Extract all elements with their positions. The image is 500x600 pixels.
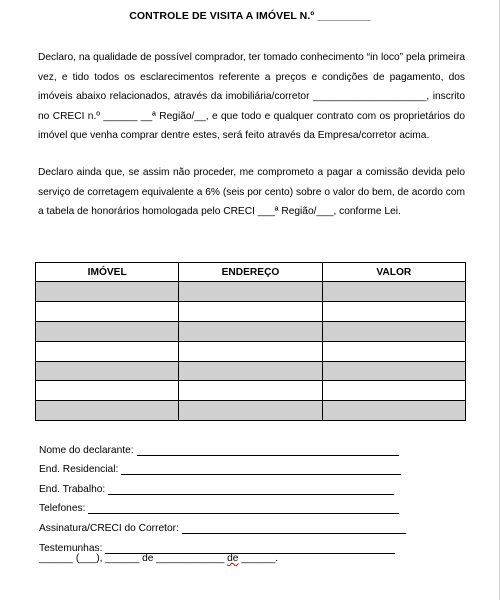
field-label-testemunhas: Testemunhas:: [39, 542, 103, 554]
field-line-end-residencial[interactable]: [121, 464, 401, 475]
column-header-imovel: IMÓVEL: [36, 263, 179, 282]
table-cell[interactable]: [322, 361, 465, 381]
declarant-fields: [39, 436, 419, 554]
table-row: [36, 341, 466, 361]
table-row: [36, 301, 466, 321]
table-cell[interactable]: [179, 361, 322, 381]
column-header-valor: VALOR: [322, 263, 465, 282]
table-cell[interactable]: [322, 401, 465, 421]
table-cell[interactable]: [322, 301, 465, 321]
field-line-telefones[interactable]: [88, 503, 399, 514]
table-row: [36, 381, 466, 401]
field-line-nome[interactable]: [137, 445, 399, 456]
table-cell[interactable]: [179, 321, 322, 341]
table-cell[interactable]: [179, 401, 322, 421]
field-label-telefones: Telefones:: [39, 503, 86, 515]
table-cell[interactable]: [36, 361, 179, 381]
field-line-end-trabalho[interactable]: [108, 484, 394, 495]
field-row-telefones: [39, 495, 419, 515]
field-label-end-trabalho: End. Trabalho:: [39, 483, 106, 495]
field-row-end-residencial: [39, 456, 419, 476]
table-cell[interactable]: [36, 341, 179, 361]
table-row: [36, 361, 466, 381]
property-table-header-row: [36, 263, 466, 282]
declaration-paragraph-1: Declaro, na qualidade de possível comprador, ter tomado conhecimento “in loco” pela primeira vez, e tido todos os esclarecimentos referente a preços e condições de pagamento, dos imóveis abaixo relacionados, através da imobiliária/corretor ____________________, inscrito no CRECI n.º ______ __ª Região/__, e que todo e qualquer contrato com os proprietários do imóvel que venha comprar dentre estes, será feito através da Empresa/corretor acima.: [38, 52, 465, 142]
table-cell[interactable]: [322, 282, 465, 302]
date-line-de: de: [227, 553, 239, 564]
declaration-paragraph-2: Declaro ainda que, se assim não proceder, me comprometo a pagar a comissão devida pelo serviço de corretagem equivalente a 6% (seis por cento) sobre o valor do bem, de acordo com a tabela de honorários homologada pelo CRECI ___ª Região/___, conforme Lei.: [38, 167, 465, 218]
field-label-end-residencial: End. Residencial:: [39, 464, 119, 476]
table-row: [36, 401, 466, 421]
property-table: [35, 262, 466, 421]
table-cell[interactable]: [322, 341, 465, 361]
field-label-assinatura: Assinatura/CRECI do Corretor:: [39, 522, 179, 534]
table-cell[interactable]: [179, 381, 322, 401]
date-line-year: ______.: [241, 553, 279, 564]
table-cell[interactable]: [36, 381, 179, 401]
field-row-assinatura: [39, 514, 419, 534]
column-header-endereco: ENDEREÇO: [179, 263, 322, 282]
table-row: [36, 321, 466, 341]
table-cell[interactable]: [179, 301, 322, 321]
table-cell[interactable]: [322, 321, 465, 341]
field-row-testemunhas: [39, 534, 419, 554]
field-row-nome: [39, 436, 419, 456]
field-line-assinatura[interactable]: [182, 523, 406, 534]
table-cell[interactable]: [36, 282, 179, 302]
table-cell[interactable]: [179, 282, 322, 302]
field-label-nome: Nome do declarante:: [39, 444, 134, 456]
table-row: [36, 282, 466, 302]
field-row-end-trabalho: [39, 475, 419, 495]
table-cell[interactable]: [36, 301, 179, 321]
table-cell[interactable]: [36, 321, 179, 341]
date-line: [39, 553, 278, 564]
table-cell[interactable]: [179, 341, 322, 361]
document-title: CONTROLE DE VISITA A IMÓVEL N.º _________: [129, 10, 371, 22]
table-cell[interactable]: [36, 401, 179, 421]
table-cell[interactable]: [322, 381, 465, 401]
date-line-month: ______ de ____________: [105, 553, 225, 564]
field-line-testemunhas[interactable]: [105, 543, 395, 554]
date-line-city-day: ______ (___),: [39, 553, 103, 564]
